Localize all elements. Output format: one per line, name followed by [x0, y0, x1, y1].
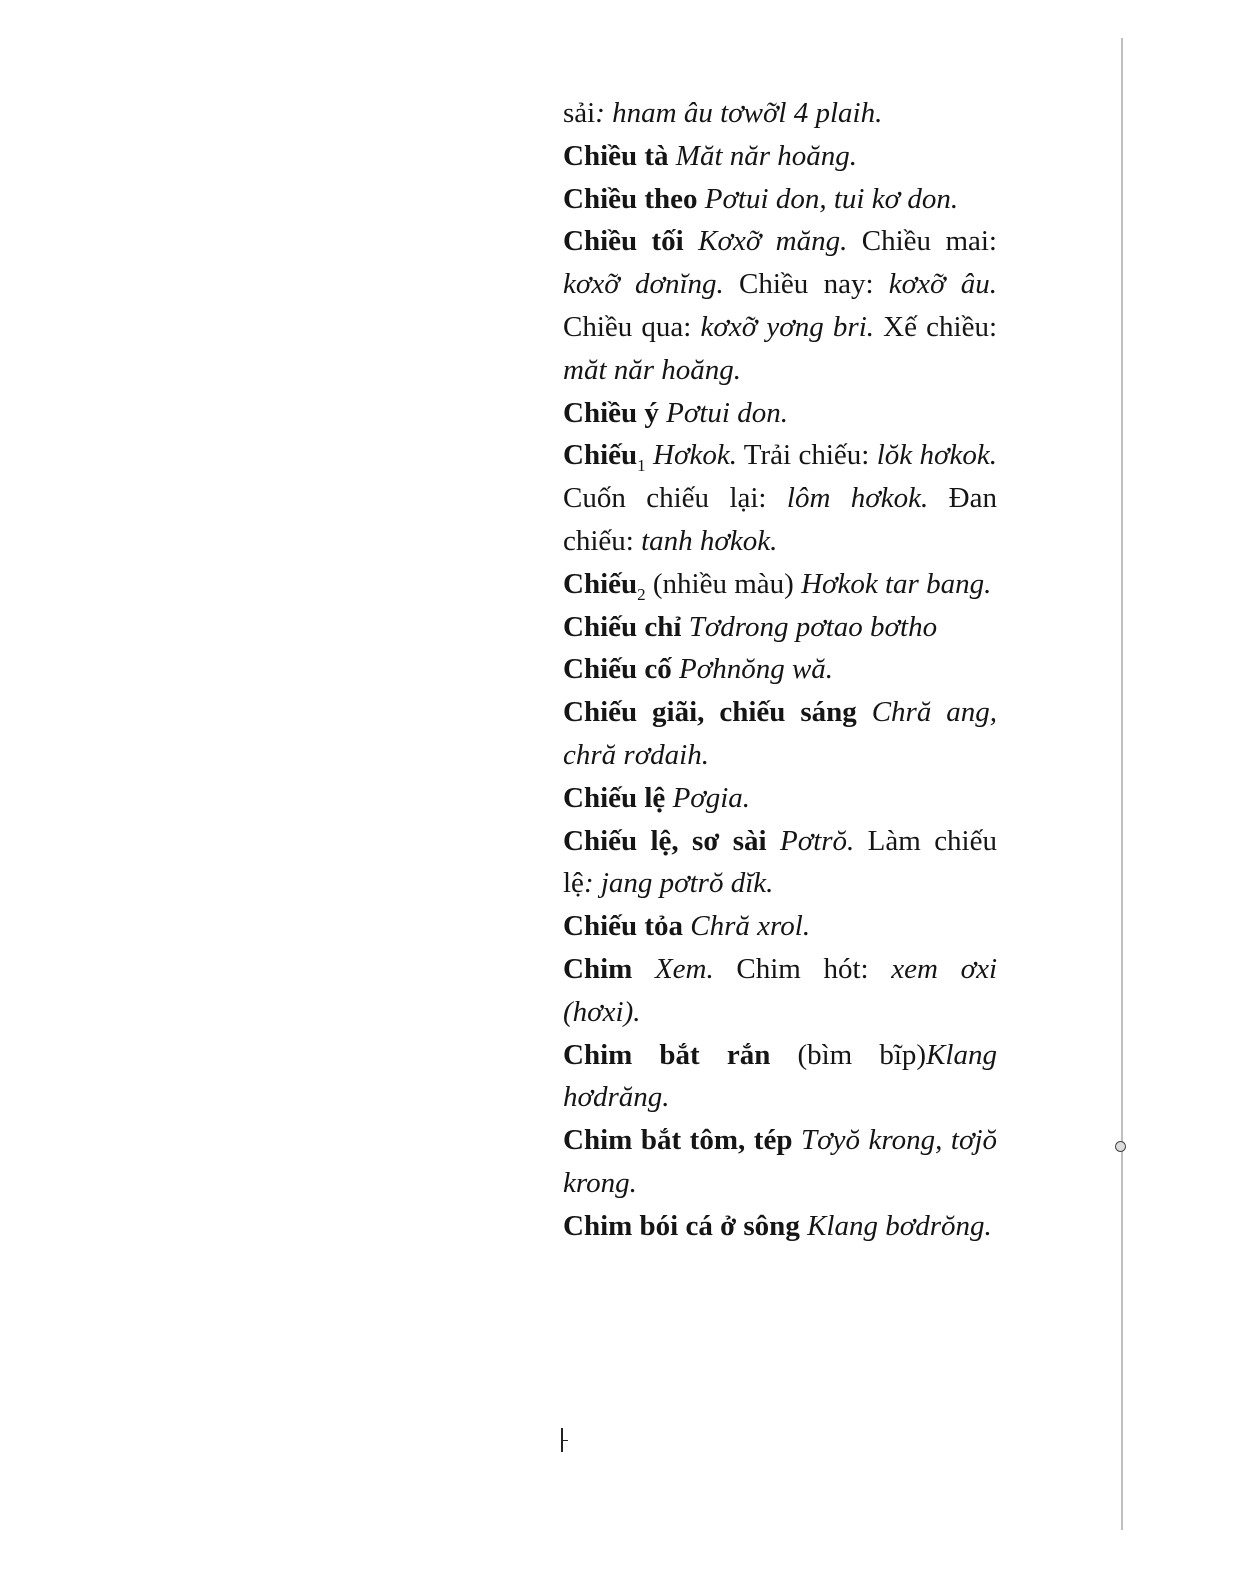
gloss-text: [792, 1124, 801, 1156]
gloss-text: (bìm bĩp): [770, 1038, 927, 1071]
page-edge-line: [1121, 38, 1123, 1530]
translation: Tơyŏ krong, tơjŏ krong.: [563, 1124, 998, 1199]
translation: Pơtui don.: [666, 396, 788, 429]
translation: kơxỡ dơnĭng.: [563, 268, 724, 301]
gloss-text: [646, 439, 653, 471]
dictionary-entry: [563, 135, 997, 178]
gloss-text: [800, 1210, 807, 1242]
sense-number: 2: [637, 584, 646, 604]
dictionary-entry: [563, 178, 997, 221]
headword: Chiều theo: [563, 182, 698, 215]
gloss-text: [767, 825, 780, 857]
sense-number: 1: [637, 456, 646, 476]
dictionary-entry: [563, 691, 997, 777]
dictionary-entry: [563, 905, 997, 948]
translation: Pơgia.: [672, 781, 751, 814]
gloss-text: sải: [563, 97, 596, 129]
gloss-text: [665, 782, 672, 814]
dictionary-entry: [563, 777, 997, 820]
gloss-text: [669, 140, 676, 172]
translation: Hơkok tar bang.: [801, 567, 992, 600]
dictionary-entry: [563, 606, 997, 649]
binding-hole-mark: [1115, 1141, 1126, 1152]
translation: kơxỡ yơng bri.: [700, 310, 874, 343]
dictionary-entry: [563, 948, 997, 1034]
headword: Chiếu chỉ: [563, 610, 682, 643]
dictionary-entry: [563, 563, 997, 606]
headword: Chim bói cá ở sông: [563, 1209, 800, 1242]
dictionary-entry: [563, 392, 997, 435]
gloss-text: Xế chiều:: [874, 310, 997, 343]
translation: : jang pơtrŏ dĭk.: [583, 867, 774, 900]
translation: Măt năr hoăng.: [675, 139, 858, 172]
headword: Chiếu giãi, chiếu sáng: [563, 696, 857, 729]
gloss-text: [672, 653, 679, 685]
dictionary-entry: [563, 92, 997, 135]
gloss-text: Chim hót:: [713, 952, 892, 985]
headword: Chiều tối: [563, 225, 684, 258]
dictionary-entry: [563, 434, 997, 562]
headword: Chiếu lệ: [563, 781, 666, 814]
translation: tanh hơkok.: [641, 524, 778, 557]
headword: Chiếu lệ, sơ sài: [563, 824, 767, 857]
gloss-text: Chiều nay:: [723, 268, 889, 301]
gloss-text: (nhiều màu): [645, 567, 802, 600]
dictionary-entry: [563, 1119, 997, 1205]
dictionary-entry: [563, 1034, 997, 1120]
headword: Chim: [563, 952, 633, 985]
gloss-text: Chiều qua:: [563, 310, 701, 343]
translation: Chră xrol.: [690, 910, 811, 943]
translation: Chră ang, chră rơdaih.: [563, 696, 997, 771]
gloss-text: Cuốn chiếu lại:: [563, 482, 787, 515]
headword: Chiếu: [563, 567, 638, 600]
translation: Tơdrong pơtao bơtho: [688, 610, 938, 643]
dictionary-entry: [563, 220, 997, 391]
translation: lôm hơkok.: [786, 482, 929, 515]
headword: Chiếu cố: [563, 653, 672, 686]
translation: lŏk hơkok.: [876, 439, 997, 472]
gloss-text: [857, 696, 872, 728]
translation: kơxỡ âu.: [888, 268, 998, 301]
dictionary-column: [563, 92, 997, 1248]
headword: Chiếu: [563, 439, 638, 472]
translation: Xem.: [654, 952, 714, 985]
headword: Chiếu tỏa: [563, 910, 684, 943]
headword: Chiều tà: [563, 139, 669, 172]
gloss-text: [632, 953, 655, 985]
gloss-text: [681, 611, 688, 643]
translation: măt năr hoăng.: [563, 353, 742, 386]
translation: Kơxỡ măng.: [698, 225, 848, 258]
translation: xem ơxi (hơxi).: [563, 952, 998, 1028]
translation: Pơtrŏ.: [780, 824, 855, 857]
translation: : hnam âu tơwỡl 4 plaih.: [595, 97, 883, 129]
gloss-text: Chiều mai:: [847, 225, 997, 258]
dictionary-entry: [563, 820, 997, 906]
headword: Chim bắt rắn: [563, 1038, 771, 1071]
gloss-text: Làm chiếu lệ: [563, 824, 997, 900]
gloss-text: Trải chiếu:: [736, 439, 877, 472]
page-corner-mark: [561, 1428, 563, 1452]
headword: Chiều ý: [563, 396, 659, 429]
translation: Klang bơdrŏng.: [807, 1209, 992, 1242]
translation: Pơhnŏng wă.: [679, 653, 834, 686]
translation: Pơtui don, tui kơ don.: [704, 182, 959, 215]
dictionary-entry: [563, 1205, 997, 1248]
translation: Hơkok.: [653, 439, 737, 472]
dictionary-entry: [563, 648, 997, 691]
headword: Chim bắt tôm, tép: [563, 1124, 793, 1157]
gloss-text: Đan chiếu:: [563, 482, 997, 557]
gloss-text: [698, 183, 705, 215]
translation: Klang hơdrăng.: [563, 1038, 997, 1114]
gloss-text: [684, 225, 698, 257]
